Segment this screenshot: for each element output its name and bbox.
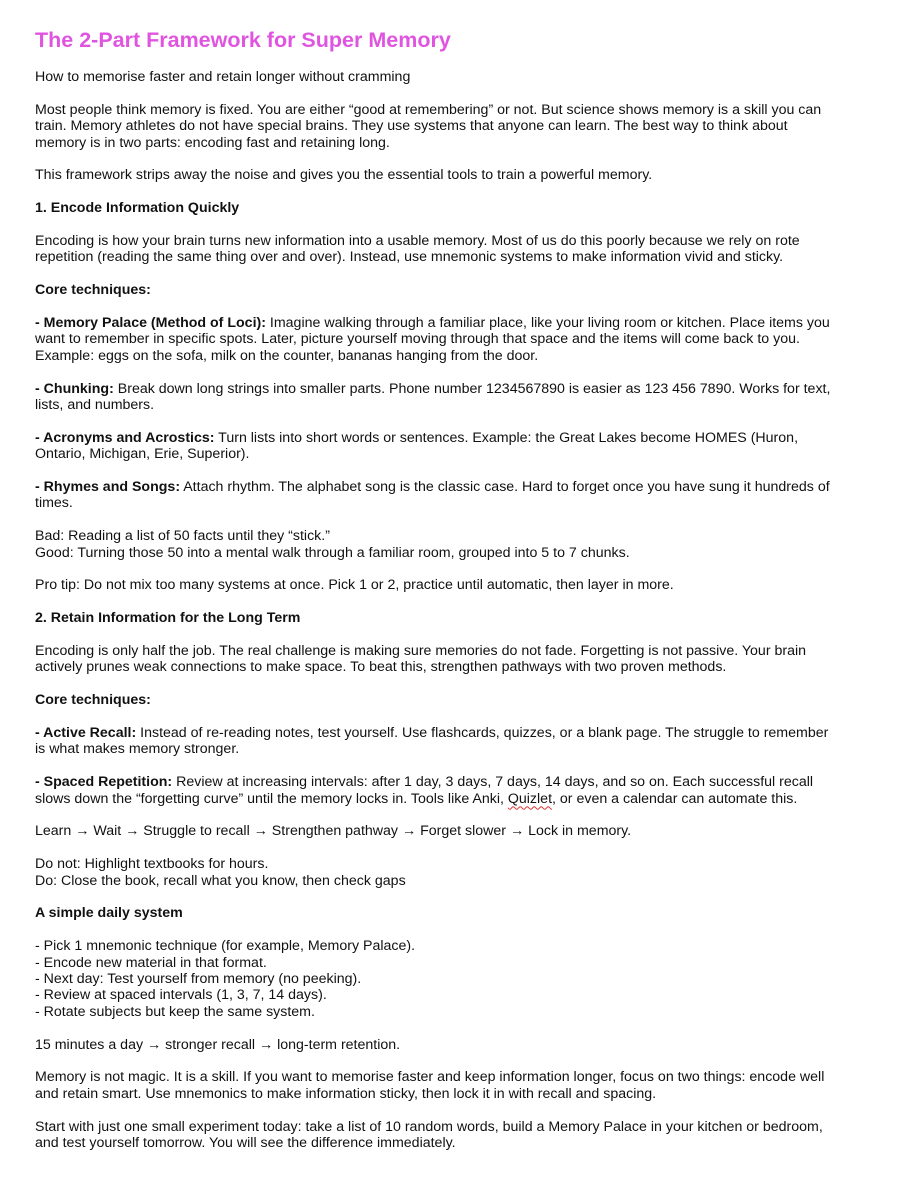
technique-text: Instead of re-reading notes, test yourself. Use flashcards, quizzes, or a blank page. The struggle to remember is what makes memory stronger. xyxy=(35,725,829,758)
technique-text: , or even a calendar can automate this. xyxy=(552,790,798,807)
intro-paragraph-1: Most people think memory is fixed. You are either “good at remembering” or not. But science shows memory is a skill you can train. Memory athletes do not have special brains. They use systems that anyone can learn. The best way to think about memory is in two parts: encoding fast and retaining long. xyxy=(35,101,822,151)
daily-system-list xyxy=(35,938,835,1020)
bad-example: Bad: Reading a list of 50 facts until they “stick.” xyxy=(35,528,330,545)
technique-memory-palace xyxy=(35,315,835,364)
technique-spaced-repetition xyxy=(35,774,835,807)
section-2-heading: 2. Retain Information for the Long Term xyxy=(35,610,301,627)
technique-label: - Spaced Repetition: xyxy=(35,774,173,791)
good-example: Good: Turning those 50 into a mental walk through a familiar room, grouped into 5 to 7 chunks. xyxy=(35,544,630,561)
spellcheck-flagged-word[interactable]: Quizlet xyxy=(507,790,553,807)
daily-result: 15 minutes a day → stronger recall → long-term retention. xyxy=(35,1036,401,1053)
section-1-body: Encoding is how your brain turns new information into a usable memory. Most of us do this poorly because we rely on rote repetition (reading the same thing over and over). Instead, use mnemonic systems to make information vivid and sticky. xyxy=(35,233,800,266)
do-dont-example xyxy=(35,856,835,889)
pro-tip: Pro tip: Do not mix too many systems at once. Pick 1 or 2, practice until automatic, then layer in more. xyxy=(35,577,674,594)
technique-text: Review at increasing intervals: after 1 day, 3 days, 7 days, 14 days, and so on. Each successful recall slows down the “forgetting curve” until the memory locks in. Tools like Anki, xyxy=(35,774,814,807)
document-body xyxy=(35,69,835,1168)
daily-system-heading: A simple daily system xyxy=(35,905,183,922)
technique-chunking xyxy=(35,381,835,414)
list-item: - Pick 1 mnemonic technique (for example, Memory Palace). xyxy=(35,938,416,955)
technique-rhymes xyxy=(35,479,835,512)
intro-paragraph-2: This framework strips away the noise and gives you the essential tools to train a powerful memory. xyxy=(35,167,653,184)
technique-text: Attach rhythm. The alphabet song is the classic case. Hard to forget once you have sung it hundreds of times. xyxy=(35,479,830,512)
memory-flow: Learn → Wait → Struggle to recall → Strengthen pathway → Forget slower → Lock in memory. xyxy=(35,823,632,840)
list-item: - Rotate subjects but keep the same system. xyxy=(35,1003,315,1020)
list-item: - Next day: Test yourself from memory (no peeking). xyxy=(35,971,362,988)
closing-paragraph-2: Start with just one small experiment today: take a list of 10 random words, build a Memory Palace in your kitchen or bedroom, and test yourself tomorrow. You will see the difference immediately. xyxy=(35,1118,823,1152)
technique-text: Turn lists into short words or sentences. Example: the Great Lakes become HOMES (Huron, Ontario, Michigan, Erie, Superior). xyxy=(35,429,799,463)
list-item: - Encode new material in that format. xyxy=(35,954,267,971)
section-1-heading: 1. Encode Information Quickly xyxy=(35,200,240,217)
do-example: Do: Close the book, recall what you know, then check gaps xyxy=(35,872,406,889)
technique-label: - Active Recall: xyxy=(35,725,137,742)
technique-text: Break down long strings into smaller parts. Phone number 1234567890 is easier as 123 456 7890. Works for text, lists, and numbers. xyxy=(35,380,831,414)
technique-label: - Memory Palace (Method of Loci): xyxy=(35,315,266,331)
technique-acronyms xyxy=(35,430,835,463)
technique-text: Imagine walking through a familiar place, like your living room or kitchen. Place items you want to remember in specific spots. Later, picture yourself moving through that space and the items will come back to you. Example: eggs on the sofa, milk on the counter, bananas hanging from the door. xyxy=(35,315,830,364)
list-item: - Review at spaced intervals (1, 3, 7, 14 days). xyxy=(35,987,327,1004)
technique-active-recall xyxy=(35,725,835,758)
do-not-example: Do not: Highlight textbooks for hours. xyxy=(35,856,269,873)
section-1-core-heading: Core techniques: xyxy=(35,282,151,299)
technique-label: - Acronyms and Acrostics: xyxy=(35,429,215,446)
section-2-core-heading: Core techniques: xyxy=(35,692,151,709)
technique-label: - Rhymes and Songs: xyxy=(35,479,181,496)
technique-label: - Chunking: xyxy=(35,380,114,397)
bad-good-example xyxy=(35,528,835,561)
document-title: The 2-Part Framework for Super Memory xyxy=(35,28,451,52)
section-2-body: Encoding is only half the job. The real challenge is making sure memories do not fade. Forgetting is not passive. Your brain actively prunes weak connections to make space. To beat this, strengthen pathways with two proven methods. xyxy=(35,643,807,676)
closing-paragraph-1: Memory is not magic. It is a skill. If you want to memorise faster and keep information longer, focus on two things: encode well and retain smart. Use mnemonics to make information sticky, then lock it in with recall and spacing. xyxy=(35,1069,825,1102)
subtitle: How to memorise faster and retain longer without cramming xyxy=(35,69,411,85)
